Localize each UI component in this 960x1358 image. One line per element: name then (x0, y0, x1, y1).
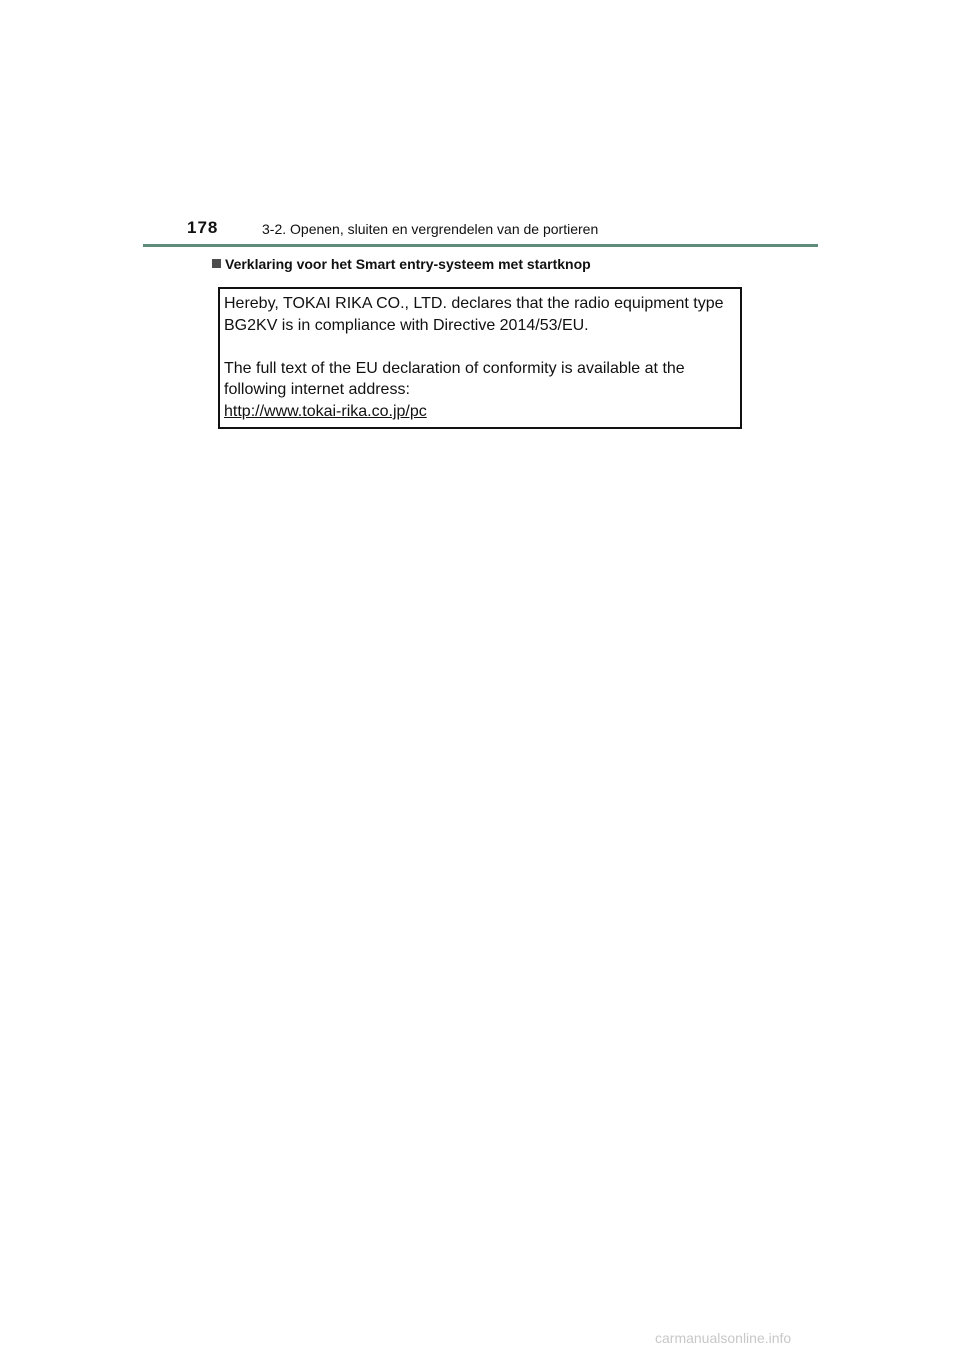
subheading (212, 256, 591, 272)
watermark: carmanualsonline.info (655, 1330, 792, 1346)
square-bullet-icon (212, 259, 221, 268)
declaration-line-4: following internet address: (224, 381, 410, 398)
declaration-line-3: The full text of the EU declaration of conformity is available at the (224, 360, 685, 377)
declaration-box (218, 287, 742, 429)
declaration-link[interactable]: http://www.tokai-rika.co.jp/pc (224, 403, 427, 420)
header-rule (143, 244, 818, 247)
declaration-line-1: Hereby, TOKAI RIKA CO., LTD. declares that the radio equipment type (224, 295, 724, 312)
subheading-text: Verklaring voor het Smart entry-systeem met startknop (225, 256, 591, 272)
section-title: 3-2. Openen, sluiten en vergrendelen van de portieren (262, 221, 599, 237)
page-number: 178 (187, 218, 219, 237)
declaration-line-2: BG2KV is in compliance with Directive 2014/53/EU. (224, 317, 589, 334)
